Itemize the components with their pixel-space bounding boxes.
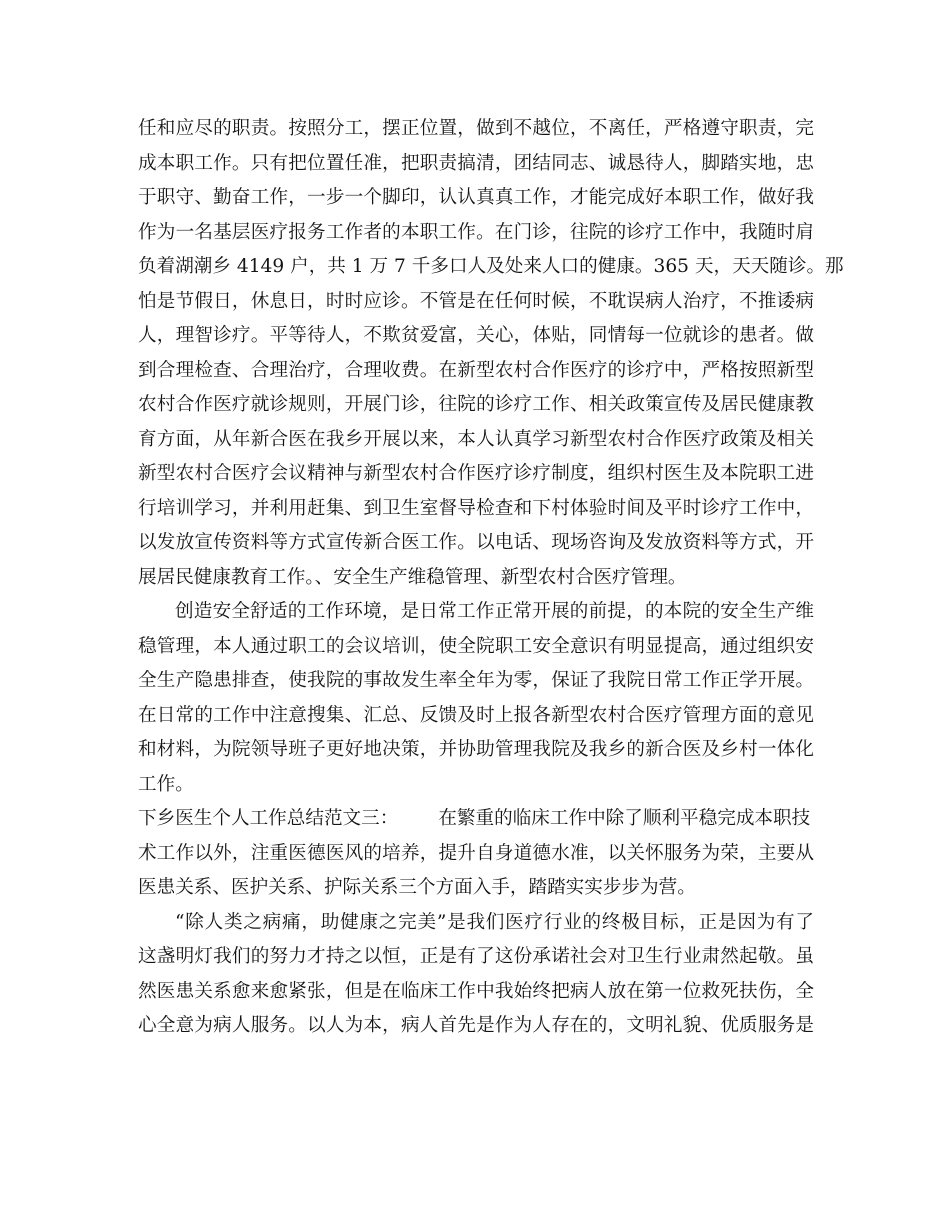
text-line: 到合理检查、合理治疗，合理收费。在新型农村合作医疗的诊疗中，严格按照新型 <box>138 359 814 381</box>
text-line: 成本职工作。只有把位置任准，把职责搞清，团结同志、诚恳待人，脚踏实地，忠 <box>138 152 814 174</box>
text-line: 人，理智诊疗。平等待人，不欺贫爱富，关心，体贴，同情每一位就诊的患者。做 <box>138 325 814 346</box>
text-line: 全生产隐患排查，使我院的事故发生率全年为零，保证了我院日常工作正学开展。 <box>138 670 814 691</box>
text-line: 在日常的工作中注意搜集、汇总、反馈及时上报各新型农村合医疗管理方面的意见 <box>138 704 814 726</box>
text-line: 行培训学习，并利用赶集、到卫生室督导检查和下村体验时间及平时诊疗工作中， <box>138 497 814 519</box>
text-line: 创造安全舒适的工作环境，是日常工作正常开展的前提，的本院的安全生产维 <box>175 601 814 622</box>
text-line: 展居民健康教育工作。、安全生产维稳管理、新型农村合医疗管理。 <box>138 566 687 588</box>
text-line: 于职守、勤奋工作，一步一个脚印，认认真真工作，才能完成好本职工作，做好我 <box>138 187 814 208</box>
text-line: 作为一名基层医疗报务工作者的本职工作。在门诊，往院的诊疗工作中，我随时肩 <box>138 221 814 243</box>
text-line: 新型农村合医疗会议精神与新型农村合作医疗诊疗制度，组织村医生及本院职工进 <box>138 463 814 484</box>
text-line: 心全意为病人服务。以人为本，病人首先是作为人存在的，文明礼貌、优质服务是 <box>138 1015 814 1036</box>
text-line: 术工作以外，注重医德医风的培养，提升自身道德水准，以关怀服务为荣，主要从 <box>138 842 814 864</box>
text-line: 然医患关系愈来愈紧张，但是在临床工作中我始终把病人放在第一位救死扶伤，全 <box>138 980 814 1002</box>
text-line: 稳管理，本人通过职工的会议培训，使全院职工安全意识有明显提高，通过组织安 <box>138 635 814 657</box>
paragraph-safety-management <box>138 595 814 802</box>
text-line <box>138 802 814 837</box>
text-line: 和材料，为院领导班子更好地决策，并协助管理我院及我乡的新合医及乡村一体化 <box>138 739 814 760</box>
heading-continuation: 在繁重的临床工作中除了顺利平稳完成本职技 <box>438 808 811 829</box>
text-line: 工作。 <box>138 773 194 795</box>
text-line: 任和应尽的职责。按照分工，摆正位置，做到不越位，不离任，严格遵守职责，完 <box>138 118 814 139</box>
text-line: 负着湖潮乡 4149 户，共 1 万 7 千多口人及处来人口的健康。365 天，天天随诊。那 <box>138 256 844 277</box>
text-line: 怕是节假日，休息日，时时应诊。不管是在任何时候，不耽误病人治疗，不推诿病 <box>138 290 814 312</box>
document-body <box>138 112 844 1044</box>
section-heading: 下乡医生个人工作总结范文三： <box>138 808 399 829</box>
text-line: 农村合作医疗就诊规则，开展门诊，往院的诊疗工作、相关政策宣传及居民健康教 <box>138 394 814 415</box>
paragraph-sample-three <box>138 802 814 906</box>
text-line: 医患关系、医护关系、护际关系三个方面入手，踏踏实实步步为营。 <box>138 877 696 898</box>
text-line: “除人类之病痛，助健康之完美”是我们医疗行业的终极目标，正是因为有了 <box>175 911 814 933</box>
text-line: 以发放宣传资料等方式宣传新合医工作。以电话、现场咨询及发放资料等方式，开 <box>138 532 814 553</box>
text-line: 育方面，从年新合医在我乡开展以来，本人认真学习新型农村合作医疗政策及相关 <box>138 428 814 450</box>
text-line: 这盏明灯我们的努力才持之以恒，正是有了这份承诺社会对卫生行业肃然起敬。虽 <box>138 946 814 967</box>
paragraph-medical-goal <box>138 906 814 1044</box>
paragraph-duties <box>138 112 844 595</box>
